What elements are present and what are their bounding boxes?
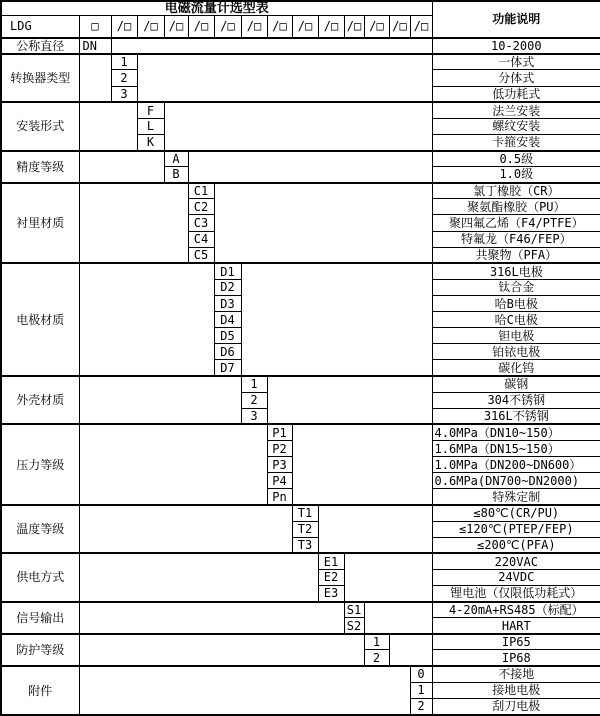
code-cell: P4 [267,473,292,489]
code-cell: C3 [188,215,214,231]
code-cell: 3 [111,86,137,102]
filler-cell [79,183,188,264]
section-label: 外壳材质 [1,376,79,424]
model-slot-cell: /□ [137,16,164,38]
filler-cell [364,602,432,634]
section-label: 电极材质 [1,263,79,376]
code-cell: 2 [410,698,432,715]
filler-cell [267,376,432,424]
code-cell: D1 [214,263,241,279]
desc-cell: 聚四氟乙烯（F4/PTFE） [432,215,600,231]
section-label: 压力等级 [1,424,79,505]
filler-cell [79,151,164,183]
filler-cell [214,183,432,264]
desc-cell: 法兰安装 [432,102,600,118]
code-cell: 0 [410,666,432,682]
filler-cell [79,634,364,666]
desc-cell: 不接地 [432,666,600,682]
code-cell: P3 [267,457,292,473]
desc-cell: ≤200℃(PFA) [432,537,600,553]
desc-cell: IP65 [432,634,600,650]
filler-cell [79,553,318,601]
desc-cell: ≤120℃(PTEP/FEP) [432,521,600,537]
desc-cell: 哈C电极 [432,312,600,328]
section-label: 衬里材质 [1,183,79,264]
model-slot-cell: /□ [318,16,344,38]
filler-cell [79,602,344,634]
model-slot-cell: /□ [410,16,432,38]
code-cell: T3 [292,537,318,553]
desc-cell: ≤80℃(CR/PU) [432,505,600,521]
section-label: 信号输出 [1,602,79,634]
filler-cell [79,102,137,150]
code-cell: D5 [214,328,241,344]
filler-cell [79,263,214,376]
model-slot-cell: /□ [111,16,137,38]
desc-cell: 锂电池（仅限低功耗式） [432,585,600,601]
section-label: 附件 [1,666,79,715]
desc-cell: 铂铱电极 [432,344,600,360]
desc-cell: 氯丁橡胶（CR） [432,183,600,199]
filler-cell [137,54,432,102]
code-cell: 1 [111,54,137,70]
code-cell: 2 [241,392,267,408]
filler-cell [79,54,111,102]
section-label: 精度等级 [1,151,79,183]
section-label: 防护等级 [1,634,79,666]
section-label: 公称直径 [1,38,79,54]
model-slot-cell: /□ [344,16,364,38]
section-label: 供电方式 [1,553,79,601]
desc-cell: 24VDC [432,569,600,585]
desc-cell: 碳化钨 [432,360,600,376]
desc-cell: 分体式 [432,70,600,86]
code-cell: B [164,167,188,183]
code-cell: P2 [267,441,292,457]
desc-cell: 接地电极 [432,682,600,698]
code-cell: D3 [214,296,241,312]
filler-cell [318,505,432,553]
desc-cell: 4-20mA+RS485（标配） [432,602,600,618]
model-slot-cell: /□ [164,16,188,38]
code-cell: T2 [292,521,318,537]
desc-cell: 316L电极 [432,263,600,279]
code-cell: E2 [318,569,344,585]
code-cell: A [164,151,188,167]
desc-cell: 低功耗式 [432,86,600,102]
code-cell: E1 [318,553,344,569]
desc-cell: 螺纹安装 [432,118,600,134]
desc-cell: 0.5级 [432,151,600,167]
code-cell: C5 [188,247,214,263]
model-slot-cell: /□ [188,16,214,38]
code-cell: D2 [214,279,241,295]
filler-cell [164,102,432,150]
desc-cell: 一体式 [432,54,600,70]
desc-cell: 聚氨酯橡胶（PU） [432,199,600,215]
section-label: 转换器类型 [1,54,79,102]
desc-cell: IP68 [432,650,600,666]
desc-cell: 碳钢 [432,376,600,392]
desc-cell: HART [432,618,600,634]
desc-cell: 卡箍安装 [432,134,600,150]
code-cell: S2 [344,618,364,634]
filler-cell [111,38,432,54]
code-cell: K [137,134,164,150]
code-cell: D6 [214,344,241,360]
filler-cell [79,376,241,424]
desc-cell: 4.0MPa（DN10~150） [432,424,600,440]
page-title: 电磁流量计选型表 [1,1,432,16]
code-cell: 3 [241,408,267,424]
desc-cell: 特殊定制 [432,489,600,505]
function-column-header: 功能说明 [432,1,600,38]
model-slot-cell: /□ [364,16,389,38]
desc-cell: 304不锈钢 [432,392,600,408]
desc-cell: 钛合金 [432,279,600,295]
code-cell: 1 [241,376,267,392]
filler-cell [241,263,432,376]
desc-cell: 1.0MPa（DN200~DN600） [432,457,600,473]
filler-cell [79,505,292,553]
model-slot-cell: /□ [292,16,318,38]
code-cell: C4 [188,231,214,247]
code-cell: S1 [344,602,364,618]
code-cell: 2 [111,70,137,86]
model-base-box: □ [79,16,111,38]
code-cell: T1 [292,505,318,521]
desc-cell: 共聚物（PFA） [432,247,600,263]
desc-cell: 316L不锈钢 [432,408,600,424]
model-slot-cell: /□ [267,16,292,38]
model-slot-cell: /□ [214,16,241,38]
filler-cell [344,553,432,601]
model-prefix: LDG [1,16,79,38]
desc-cell: 0.6MPa(DN700~DN2000) [432,473,600,489]
desc-cell: 1.0级 [432,167,600,183]
code-cell: DN [79,38,111,54]
desc-cell: 10-2000 [432,38,600,54]
desc-cell: 刮刀电极 [432,698,600,715]
code-cell: D4 [214,312,241,328]
code-cell: C2 [188,199,214,215]
filler-cell [79,666,410,715]
code-cell: C1 [188,183,214,199]
code-cell: Pn [267,489,292,505]
code-cell: L [137,118,164,134]
code-cell: D7 [214,360,241,376]
desc-cell: 哈B电极 [432,296,600,312]
code-cell: F [137,102,164,118]
section-label: 安装形式 [1,102,79,150]
desc-cell: 1.6MPa（DN15~150） [432,441,600,457]
desc-cell: 钽电极 [432,328,600,344]
filler-cell [389,634,432,666]
desc-cell: 特氟龙（F46/FEP） [432,231,600,247]
filler-cell [292,424,432,505]
filler-cell [79,424,267,505]
filler-cell [188,151,432,183]
desc-cell: 220VAC [432,553,600,569]
code-cell: E3 [318,585,344,601]
section-label: 温度等级 [1,505,79,553]
model-slot-cell: /□ [389,16,410,38]
code-cell: 1 [410,682,432,698]
code-cell: 1 [364,634,389,650]
code-cell: 2 [364,650,389,666]
model-slot-cell: /□ [241,16,267,38]
code-cell: P1 [267,424,292,440]
